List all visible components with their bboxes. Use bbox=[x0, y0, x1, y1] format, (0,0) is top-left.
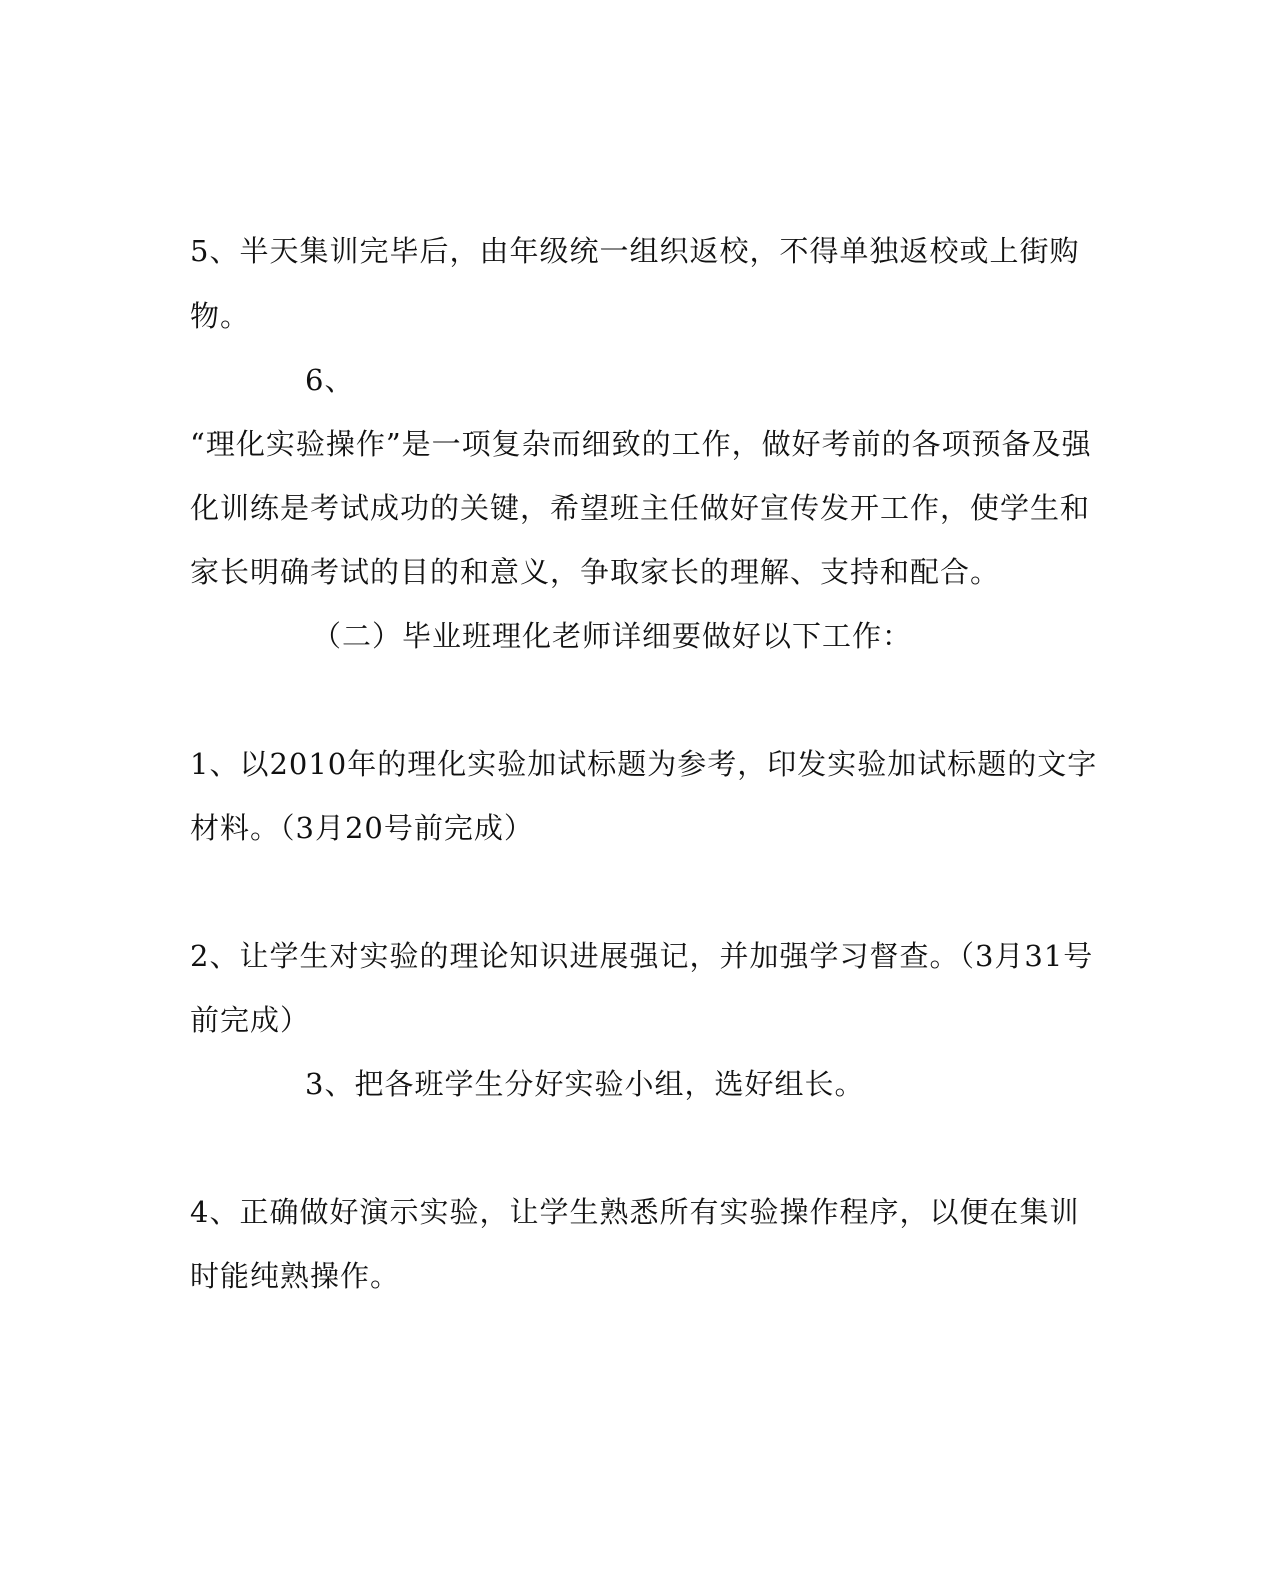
paragraph-line: 家长明确考试的目的和意义，争取家长的理解、支持和配合。 bbox=[190, 555, 1001, 589]
paragraph-line: 2、让学生对实验的理论知识进展强记，并加强学习督查。（3月31号 bbox=[190, 939, 1094, 973]
paragraph-line: 1、以2010年的理化实验加试标题为参考，印发实验加试标题的文字 bbox=[190, 747, 1098, 781]
paragraph-line: 材料。（3月20号前完成） bbox=[190, 811, 534, 845]
paragraph-line: 3、把各班学生分好实验小组，选好组长。 bbox=[305, 1067, 865, 1101]
item-number: 6、 bbox=[305, 363, 355, 397]
paragraph-line: 化训练是考试成功的关键，希望班主任做好宣传发开工作，使学生和 bbox=[190, 491, 1091, 525]
paragraph-line: 前完成） bbox=[190, 1003, 311, 1037]
paragraph-line: “理化实验操作”是一项复杂而细致的工作，做好考前的各项预备及强 bbox=[190, 427, 1092, 461]
paragraph-line: 4、正确做好演示实验，让学生熟悉所有实验操作程序，以便在集训 bbox=[190, 1195, 1080, 1229]
paragraph-line: 时能纯熟操作。 bbox=[190, 1259, 401, 1293]
paragraph-line: 5、半天集训完毕后，由年级统一组织返校，不得单独返校或上街购 bbox=[190, 234, 1080, 268]
section-heading: （二）毕业班理化老师详细要做好以下工作： bbox=[312, 619, 913, 653]
paragraph-line: 物。 bbox=[190, 299, 251, 333]
